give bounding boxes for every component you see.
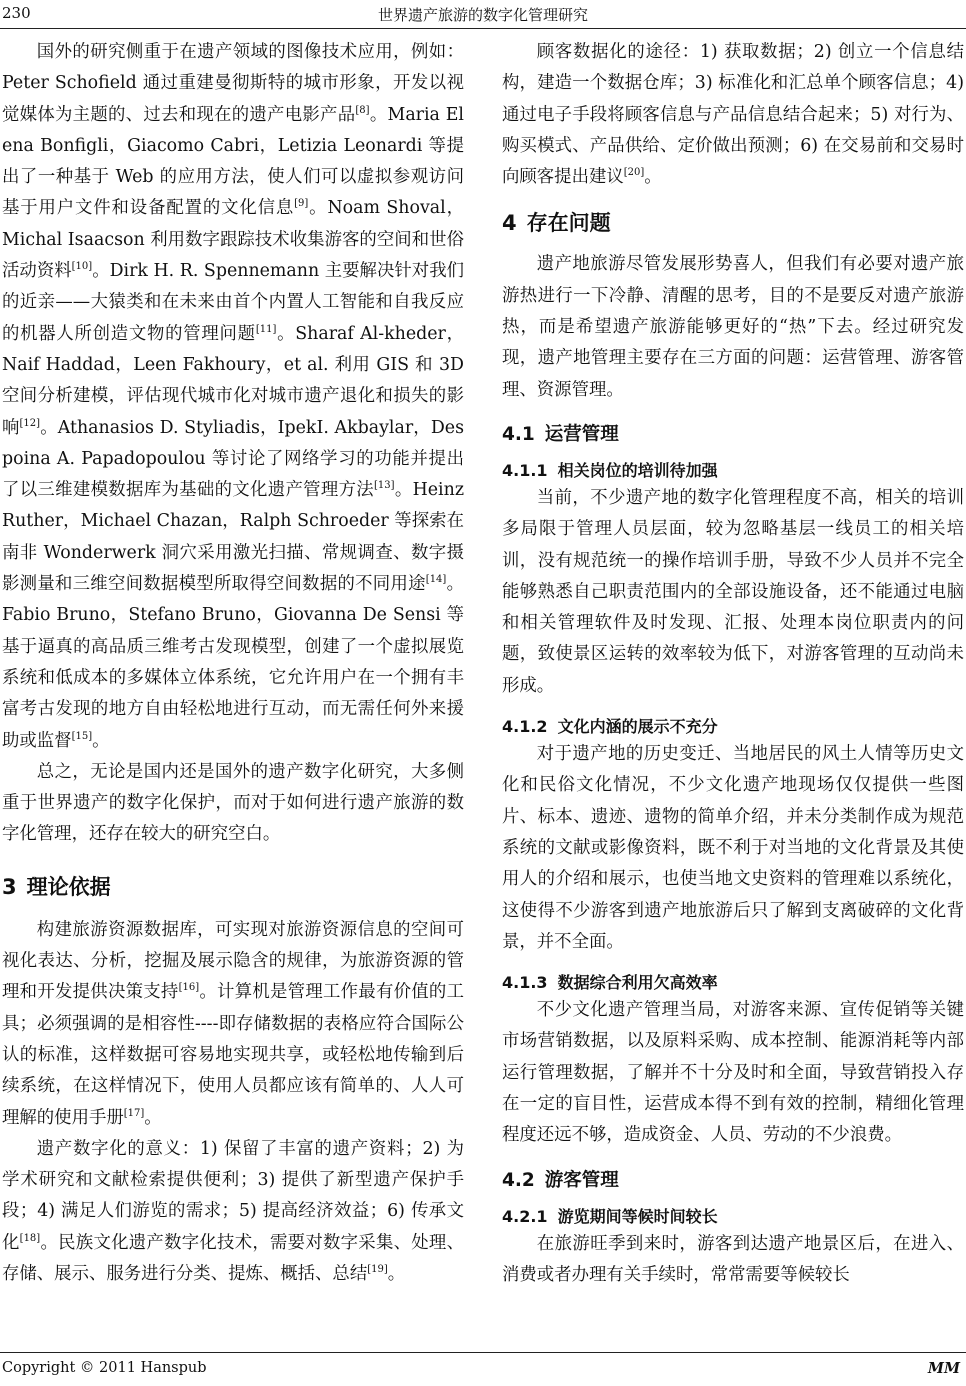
paragraph-training: 当前，不少遗产地的数字化管理程度不高，相关的培训多局限于管理人员层面，较为忽略基层一线员工的相关培训，没有规范统一的操作培训手册，导致不少人员并不完全能够熟悉自己职责范围内的全部设施设备，还不能通过电脑和相关管理软件及时发现、汇报、处理本岗位职责内的问题，致使景区运转的效率较为低下，对游客管理的互动尚未形成。 [502, 487, 964, 696]
section-heading-4-1-1 [502, 458, 964, 481]
citation: [16] [178, 982, 200, 994]
paragraph-customer-data [502, 37, 964, 193]
section-title: 数据综合利用欠高效率 [557, 973, 718, 993]
paragraph-waiting-time: 在旅游旺季到来时，游客到达遗产地景区后，在进入、消费或者办理有关手续时，常常需要等候较长 [502, 1233, 964, 1285]
section-title: 相关岗位的培训待加强 [557, 460, 718, 480]
journal-abbreviation: MM [927, 1360, 960, 1377]
text: 。 [92, 730, 110, 751]
paragraph-digitization-significance [2, 1134, 464, 1290]
section-number: 4.1 [502, 423, 535, 445]
text: 。 [644, 167, 662, 188]
citation: [13] [374, 480, 395, 492]
citation: [9] [294, 198, 309, 210]
section-title: 理论依据 [26, 874, 111, 899]
footer-divider [0, 1352, 966, 1353]
section-number: 4.2 [502, 1169, 535, 1191]
section-heading-4 [502, 207, 964, 237]
citation: [19] [367, 1263, 388, 1275]
section-heading-4-2 [502, 1166, 964, 1192]
section-title: 文化内涵的展示不充分 [557, 717, 718, 737]
paragraph-summary: 总之，无论是国内还是国外的遗产数字化研究，大多侧重于世界遗产的数字化保护，而对于如何进行遗产旅游的数字化管理，还存在较大的研究空白。 [2, 761, 464, 845]
section-heading-4-2-1 [502, 1204, 964, 1227]
text: 。Dirk H. R. Spennemann 主要解决针对我们的近亲——大猿类和在未来由首个内置人工智能和自我反应的机器人所创造文物的管理问题 [2, 261, 464, 344]
text: 。Maria Elena Bonfigli，Giacomo Cabri，Letizia Leonardi 等提出了一种基于 Web 的应用方法，使人们可以虚拟参观访问基于用户文件和设备配置的文化信息 [2, 104, 464, 219]
section-heading-4-1-2 [502, 714, 964, 737]
paragraph-culture-display: 对于遗产地的历史变迁、当地居民的风土人情等历史文化和民俗文化情况，不少文化遗产地现场仅仅提供一些图片、标本、遗迹、遗物的简单介绍，并未分类制作成为规范系统的文献或影像资料，既不利于对当地的文化背景及其使用人的介绍和展示，也使当地文史资料的管理难以系统化，这使得不少游客到遗产地旅游后只了解到支离破碎的文化背景，并不全面。 [502, 744, 964, 952]
section-title: 游客管理 [544, 1169, 619, 1191]
section-title: 运营管理 [544, 423, 619, 445]
section-title: 存在问题 [526, 211, 611, 236]
citation: [14] [425, 574, 447, 586]
text: 遗产数字化的意义：1) 保留了丰富的遗产资料；2) 为学术研究和文献检索提供便利；3) 提供了新型遗产保护手段；4) 满足人们游览的需求；5) 提高经济效益；6) 传承文化 [2, 1138, 464, 1253]
section-number: 4.1.1 [502, 460, 548, 480]
text: 。Athanasios D. Styliadis，IpekI. Akbaylar，Despoina A. Papadopoulou 等讨论了网络学习的功能并提出了以三维建模数据库为基础的文化遗产管理方法 [2, 417, 464, 501]
citation: [8] [355, 104, 370, 116]
section-number: 3 [2, 874, 17, 899]
text: 。 [144, 1107, 162, 1128]
section-number: 4.2.1 [502, 1206, 548, 1226]
paragraph-problems-intro: 遗产地旅游尽管发展形势喜人，但我们有必要对遗产旅游热进行一下冷静、清醒的思考，目的不是要反对遗产旅游热，而是希望遗产旅游能够更好的“热”下去。经过研究发现，遗产地管理主要存在三方面的问题：运营管理、游客管理、资源管理。 [502, 254, 964, 400]
section-number: 4.1.2 [502, 717, 548, 737]
section-title: 游览期间等候时间较长 [557, 1206, 718, 1226]
text: 构建旅游资源数据库，可实现对旅游资源信息的空间可视化表达、分析，挖掘及展示隐含的规律，为旅游资源的管理和开发提供决策支持 [2, 919, 464, 1003]
section-heading-4-1-3 [502, 970, 964, 993]
text: 。计算机是管理工作最有价值的工具；必须强调的是相容性----即存储数据的表格应符合国际公认的标准，这样数据可容易地实现共享，或轻松地传输到后续系统，在这样情况下，使用人员都应该有简单的、人人可理解的使用手册 [2, 982, 464, 1128]
text: 。民族文化遗产数字化技术，需要对数字采集、处理、存储、展示、服务进行分类、提炼、概括、总结 [2, 1232, 464, 1284]
running-title: 世界遗产旅游的数字化管理研究 [377, 6, 588, 24]
citation: [17] [123, 1107, 145, 1119]
citation: [18] [19, 1232, 41, 1244]
citation: [10] [71, 261, 93, 273]
paragraph-data-efficiency: 不少文化遗产管理当局，对游客来源、宣传促销等关键市场营销数据，以及原料采购、成本控制、能源消耗等内部运行管理数据，了解并不十分及时和全面，导致营销投入存在一定的盲目性，运营成本得不到有效的控制，精细化管理程度还远不够，造成资金、人员、劳动的不少浪费。 [502, 1000, 964, 1146]
text: 国外的研究侧重于在遗产领域的图像技术应用，例如：Peter Schofield 通过重建曼彻斯特的城市形象，开发以视觉媒体为主题的、过去和现在的遗产电影产品 [2, 42, 464, 125]
citation: [12] [19, 417, 41, 429]
page-number: 230 [2, 4, 31, 22]
right-column [502, 40, 964, 1291]
text: 。Sharaf Al-kheder，Naif Haddad，Leen Fakhoury，et al. 利用 GIS 和 3D 空间分析建模，评估现代城市化对城市遗产退化和损失的影响 [2, 323, 464, 438]
section-heading-3 [2, 871, 464, 901]
paragraph-foreign-research [2, 37, 464, 757]
left-column [2, 40, 464, 1290]
text: 。Fabio Bruno，Stefano Bruno，Giovanna De Sensi 等基于逼真的高品质三维考古发现模型，创建了一个虚拟展览系统和低成本的多媒体立体系统，它允许用户在一个拥有丰富考古发现的地方自由轻松地进行互动，而无需任何外来援助或监督 [2, 574, 464, 751]
citation: [20] [623, 167, 645, 179]
text: 。Heinz Ruther，Michael Chazan，Ralph Schroeder 等探索在南非 Wonderwerk 洞穴采用激光扫描、常规调查、数字摄影测量和三维空间数据模型所取得空间数据的不同用途 [2, 480, 464, 595]
section-number: 4 [502, 211, 517, 236]
paragraph-database [2, 915, 464, 1134]
section-number: 4.1.3 [502, 973, 548, 993]
page-header [0, 0, 966, 29]
text: 。 [387, 1263, 406, 1284]
text: 。Noam Shoval，Michal Isaacson 利用数字跟踪技术收集游客的空间和世俗活动资料 [2, 198, 464, 282]
citation: [15] [71, 730, 93, 742]
copyright-notice: Copyright © 2011 Hanspub [2, 1360, 207, 1376]
text: 顾客数据化的途径：1) 获取数据；2) 创立一个信息结构，建造一个数据仓库；3) 标准化和汇总单个顾客信息；4) 通过电子手段将顾客信息与产品信息结合起来；5) 对行为、购买模式、产品供给、定价做出预测；6) 在交易前和交易时向顾客提出建议 [502, 42, 964, 188]
citation: [11] [255, 323, 277, 335]
section-heading-4-1 [502, 420, 964, 446]
